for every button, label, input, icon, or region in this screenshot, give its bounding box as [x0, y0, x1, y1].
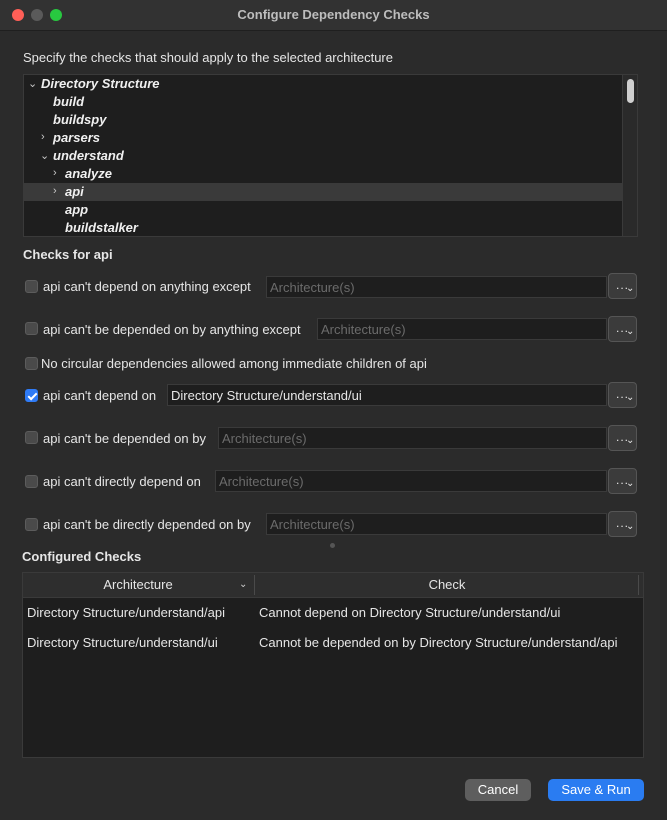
sort-chevron-icon[interactable]: ⌄ — [239, 579, 248, 590]
window-title: Configure Dependency Checks — [237, 7, 430, 22]
title-bar — [0, 0, 667, 31]
chevron-down-icon: ⌄ — [626, 435, 635, 446]
table-row[interactable] — [23, 629, 643, 659]
check-6-architecture-input[interactable]: Architecture(s) — [266, 513, 607, 535]
check-4-architecture-input[interactable]: Architecture(s) — [218, 427, 607, 449]
check-2-label: No circular dependencies allowed among immediate children of api — [41, 356, 427, 371]
chevron-right-icon[interactable]: › — [41, 131, 45, 143]
check-3-label: api can't depend on — [43, 388, 157, 403]
configured-checks-heading: Configured Checks — [22, 549, 142, 564]
check-4-checkbox[interactable] — [25, 431, 38, 444]
check-1-checkbox[interactable] — [25, 322, 38, 335]
check-3-checkbox[interactable] — [25, 389, 38, 402]
check-cell: Cannot be depended on by Directory Structure/understand/api — [259, 635, 618, 650]
checks-heading: Checks for api — [23, 247, 113, 262]
ellipsis-icon: ... — [616, 278, 630, 292]
instruction-text: Specify the checks that should apply to the selected architecture — [23, 50, 393, 65]
chevron-down-icon: ⌄ — [626, 283, 635, 294]
tree-item[interactable] — [24, 147, 622, 165]
ellipsis-icon: ... — [616, 430, 630, 444]
tree-item-label: analyze — [65, 166, 112, 181]
tree-item[interactable] — [24, 93, 622, 111]
chevron-down-icon: ⌄ — [626, 478, 635, 489]
splitter-handle[interactable] — [330, 543, 335, 548]
check-cell: Cannot depend on Directory Structure/understand/ui — [259, 605, 561, 620]
cancel-button[interactable]: Cancel — [465, 779, 531, 801]
column-header-architecture[interactable]: Architecture — [103, 577, 173, 592]
tree-scrollbar[interactable] — [622, 75, 637, 236]
check-0-browse-button[interactable] — [608, 273, 637, 299]
chevron-down-icon: ⌄ — [626, 521, 635, 532]
tree-item-label: Directory Structure — [41, 76, 160, 91]
tree-item[interactable] — [24, 129, 622, 147]
check-0-architecture-input[interactable]: Architecture(s) — [266, 276, 607, 298]
tree-item-label: api — [65, 184, 84, 199]
ellipsis-icon: ... — [616, 387, 630, 401]
save-and-run-button[interactable]: Save & Run — [548, 779, 644, 801]
check-1-label: api can't be depended on by anything except — [43, 322, 301, 337]
check-0-checkbox[interactable] — [25, 280, 38, 293]
tree-item-selected[interactable] — [24, 183, 622, 201]
check-6-browse-button[interactable] — [608, 511, 637, 537]
tree-item-label: buildspy — [53, 112, 107, 127]
tree-item[interactable] — [24, 165, 622, 183]
chevron-down-icon[interactable]: ⌄ — [28, 78, 38, 90]
tree-item[interactable] — [24, 75, 622, 93]
table-header — [23, 573, 643, 598]
tree-item-label: app — [65, 202, 89, 217]
ellipsis-icon: ... — [616, 516, 630, 530]
check-0-label: api can't depend on anything except — [43, 279, 251, 294]
check-4-browse-button[interactable] — [608, 425, 637, 451]
check-1-architecture-input[interactable]: Architecture(s) — [317, 318, 607, 340]
architecture-cell: Directory Structure/understand/ui — [27, 635, 218, 650]
chevron-down-icon[interactable]: ⌄ — [40, 150, 50, 162]
check-6-label: api can't be directly depended on by — [43, 517, 251, 532]
check-5-checkbox[interactable] — [25, 475, 38, 488]
tree-item-label: build — [53, 94, 85, 109]
tree-item[interactable] — [24, 219, 622, 237]
chevron-right-icon[interactable]: › — [53, 167, 57, 179]
tree-item-label: parsers — [53, 130, 100, 145]
tree-item-label: understand — [53, 148, 124, 163]
column-header-check[interactable]: Check — [428, 577, 466, 592]
ellipsis-icon: ... — [616, 321, 630, 335]
chevron-down-icon: ⌄ — [626, 326, 635, 337]
tree-item-label: buildstalker — [65, 220, 138, 235]
tree-item[interactable] — [24, 201, 622, 219]
scrollbar-thumb[interactable] — [627, 79, 634, 103]
architecture-tree[interactable] — [23, 74, 638, 237]
table-row[interactable] — [23, 599, 643, 629]
check-5-browse-button[interactable] — [608, 468, 637, 494]
check-4-label: api can't be depended on by — [43, 431, 206, 446]
chevron-down-icon: ⌄ — [626, 392, 635, 403]
check-2-checkbox[interactable] — [25, 357, 38, 370]
column-divider[interactable] — [638, 575, 639, 595]
ellipsis-icon: ... — [616, 473, 630, 487]
configured-checks-table[interactable] — [22, 572, 644, 758]
check-5-label: api can't directly depend on — [43, 474, 201, 489]
architecture-cell: Directory Structure/understand/api — [27, 605, 225, 620]
tree-item[interactable] — [24, 111, 622, 129]
chevron-right-icon[interactable]: › — [53, 185, 57, 197]
check-6-checkbox[interactable] — [25, 518, 38, 531]
check-1-browse-button[interactable] — [608, 316, 637, 342]
check-3-browse-button[interactable] — [608, 382, 637, 408]
check-5-architecture-input[interactable]: Architecture(s) — [215, 470, 607, 492]
check-3-architecture-input[interactable]: Directory Structure/understand/ui — [167, 384, 607, 406]
